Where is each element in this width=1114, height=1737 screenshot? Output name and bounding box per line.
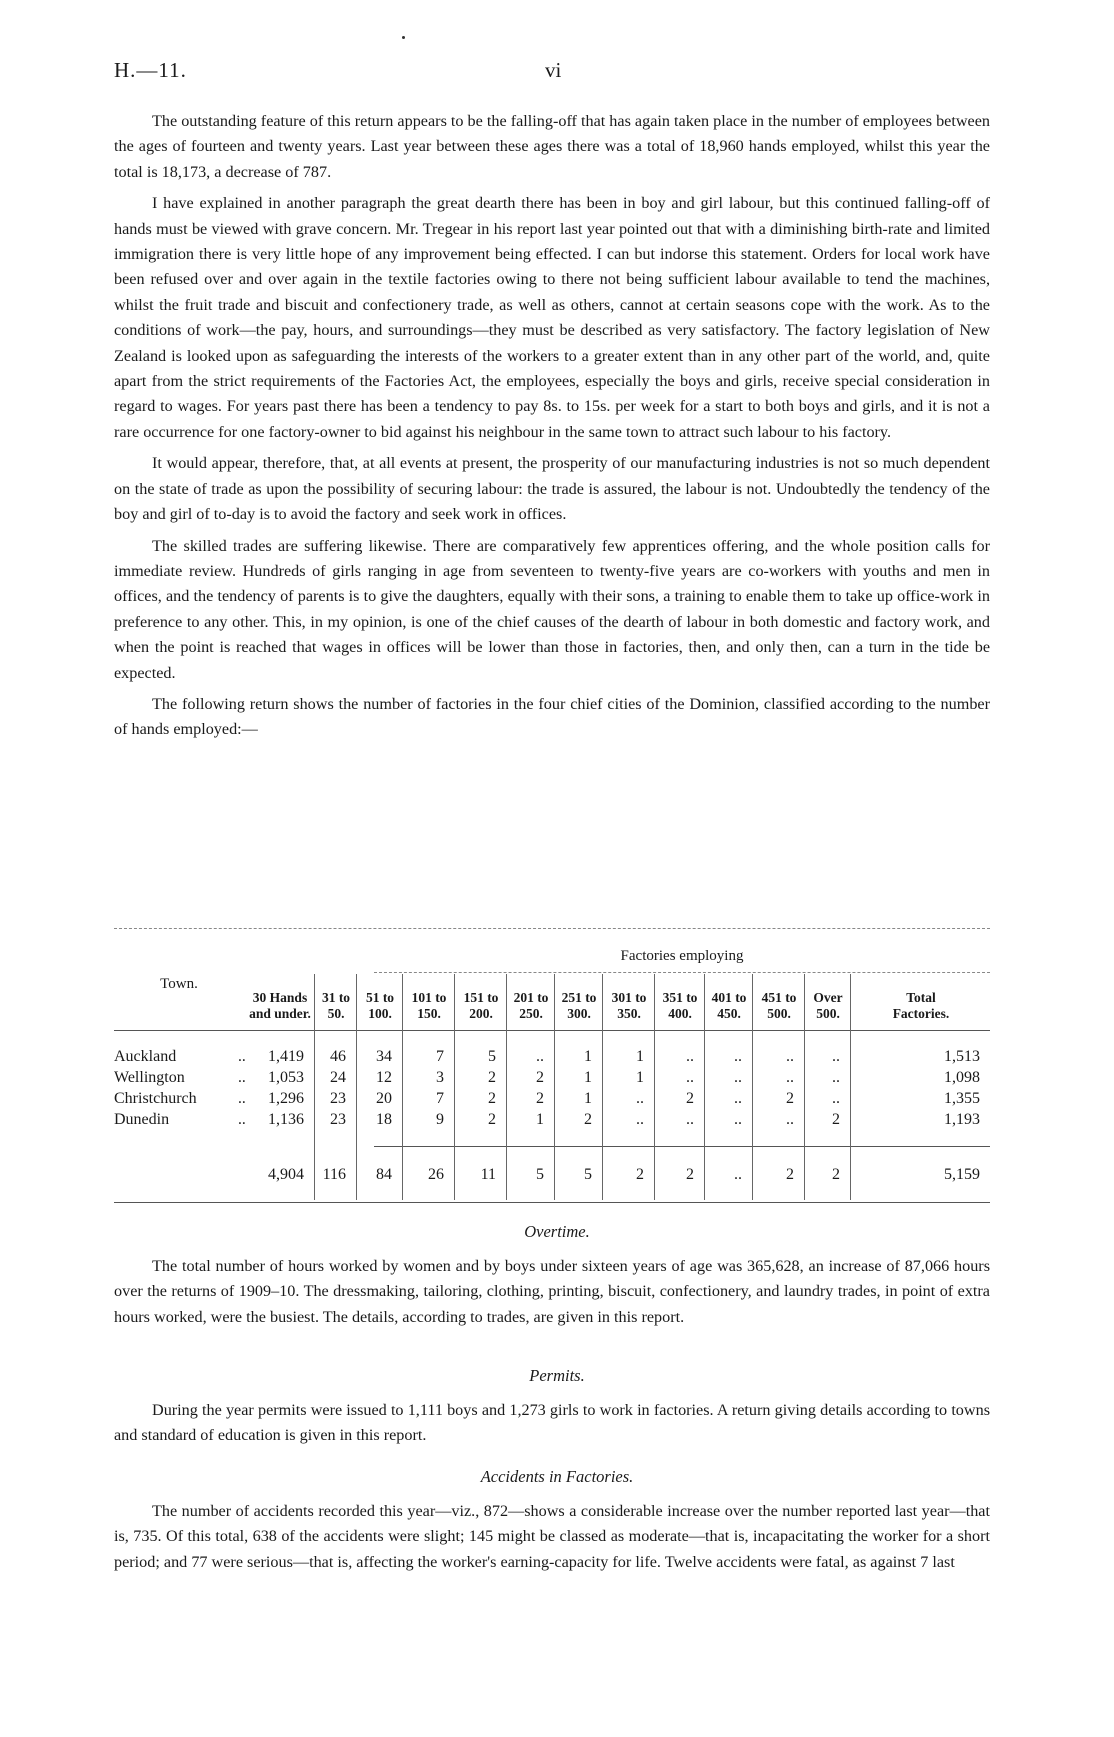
column-header: 51 to	[365, 990, 395, 1005]
paragraph: The following return shows the number of factories in the four chief cities of the Dominion, classified according to the number of hands employed:—	[114, 694, 990, 739]
column-header: 400.	[668, 1006, 692, 1021]
table-cell: 2	[686, 1090, 694, 1107]
table-cell: 1	[636, 1069, 644, 1086]
column-header: 50.	[327, 1006, 345, 1021]
table-cell: 2	[488, 1069, 496, 1086]
column-header: 150.	[417, 1006, 441, 1021]
leader-dots: ..	[238, 1069, 246, 1086]
table-cell: ..	[786, 1048, 794, 1065]
column-header: 451 to	[761, 990, 797, 1005]
table-cell: 3	[436, 1069, 444, 1086]
table-cell: 1	[536, 1111, 544, 1128]
column-header: 101 to	[411, 990, 447, 1005]
table-cell: ..	[786, 1069, 794, 1086]
table-cell: 24	[330, 1069, 346, 1086]
table-cell: 18	[376, 1111, 392, 1128]
column-header: 200.	[469, 1006, 493, 1021]
town-name: Auckland	[114, 1048, 177, 1065]
accidents-heading: Accidents in Factories.	[480, 1467, 634, 1486]
table-cell: ..	[832, 1069, 840, 1086]
paragraph: The number of accidents recorded this year—viz., 872—shows a considerable increase over the number reported last year—that is, 735. Of this total, 638 of the accidents were slight; 145 might be classed as moderate—that is, incapacitating the worker for a short period; and 77 were serious—that is, affecting the worker's earning-capacity for life. Twelve accidents were fatal, as against 7 last	[114, 1502, 990, 1571]
table-cell: 2	[536, 1069, 544, 1086]
table-cell: 2	[488, 1090, 496, 1107]
table-cell: ..	[832, 1090, 840, 1107]
table-cell: 1,053	[268, 1069, 304, 1086]
table-cell: 1,193	[944, 1111, 980, 1128]
group-header: Factories employing	[620, 948, 744, 964]
table-cell: ..	[536, 1048, 544, 1065]
column-header: 201 to	[513, 990, 549, 1005]
column-header: 300.	[567, 1006, 591, 1021]
table-cell: ..	[686, 1111, 694, 1128]
column-header: Factories.	[892, 1006, 950, 1021]
page-number: vi	[545, 58, 562, 82]
column-header: 151 to	[463, 990, 499, 1005]
table-cell: 1,513	[944, 1048, 980, 1065]
table-rule	[114, 1202, 990, 1203]
town-header: Town.	[160, 976, 198, 992]
overtime-text	[114, 1254, 990, 1336]
paragraph: It would appear, therefore, that, at all events at present, the prosperity of our manufacturing industries is not so much dependent on the state of trade as upon the possibility of securing labour: the trade is assured, the labour is not. Undoubtedly the tendency of the boy and girl of to-day is to avoid the factory and seek work in offices.	[114, 454, 990, 524]
total-cell: 11	[480, 1166, 496, 1183]
table-cell: 1,296	[268, 1090, 304, 1107]
total-cell: 5	[584, 1166, 592, 1183]
table-cell: ..	[686, 1048, 694, 1065]
table-cell: 1,136	[268, 1111, 304, 1128]
table-cell: 2	[832, 1111, 840, 1128]
total-cell: 4,904	[268, 1166, 304, 1183]
column-header: 301 to	[611, 990, 647, 1005]
body-text-top	[114, 109, 990, 749]
table-cell: ..	[734, 1090, 742, 1107]
table-cell: 2	[488, 1111, 496, 1128]
overtime-heading: Overtime.	[524, 1222, 590, 1241]
table-rule	[114, 1030, 990, 1031]
table-cell: 1	[584, 1048, 592, 1065]
paragraph: The total number of hours worked by women and by boys under sixteen years of age was 365,628, an increase of 87,066 hours over the returns of 1909–10. The dressmaking, tailoring, clothing, printing, biscuit, confectionery, and laundry trades, in point of extra hours worked, were the busiest. The details, according to trades, are given in this report.	[114, 1257, 990, 1326]
column-header: 401 to	[711, 990, 747, 1005]
table-cell: 1,355	[944, 1090, 980, 1107]
permits-text	[114, 1398, 990, 1455]
table-cell: 34	[376, 1048, 392, 1065]
table-cell: ..	[832, 1048, 840, 1065]
table-cell: 23	[330, 1090, 346, 1107]
table-cell: 5	[488, 1048, 496, 1065]
total-cell: 2	[786, 1166, 794, 1183]
total-cell: 2	[686, 1166, 694, 1183]
table-cell: 2	[536, 1090, 544, 1107]
table-cell: ..	[734, 1069, 742, 1086]
total-cell: 5,159	[944, 1166, 980, 1183]
table-cell: 1	[584, 1090, 592, 1107]
table-cell: ..	[734, 1111, 742, 1128]
total-cell: 5	[536, 1166, 544, 1183]
table-cell: 20	[376, 1090, 392, 1107]
total-cell: ..	[734, 1166, 742, 1183]
paragraph: The skilled trades are suffering likewise. There are comparatively few apprentices offering, and the whole position calls for immediate review. Hundreds of girls ranging in age from seventeen to twenty-five years are co-workers with youths and men in offices, and the tendency of parents is to give the daughters, equally with their sons, a training to enable them to take up office-work in preference to any other. This, in my opinion, is one of the chief causes of the dearth of labour in both domestic and factory work, and when the point is reached that wages in offices will be lower than those in factories, then, and only then, can a turn in the tide be expected.	[114, 536, 990, 682]
town-name: Christchurch	[114, 1090, 197, 1107]
column-header: 350.	[617, 1006, 641, 1021]
column-header: 351 to	[662, 990, 698, 1005]
table-cell: 1,098	[944, 1069, 980, 1086]
table-cell: 1	[584, 1069, 592, 1086]
leader-dots: ..	[238, 1111, 246, 1128]
column-header: 500.	[816, 1006, 840, 1021]
table-cell: 2	[584, 1111, 592, 1128]
table-cell: 7	[436, 1090, 444, 1107]
table-cell: 9	[436, 1111, 444, 1128]
column-header: Over	[813, 990, 843, 1005]
table-cell: ..	[636, 1090, 644, 1107]
factories-table	[114, 928, 990, 1204]
column-header: 450.	[717, 1006, 741, 1021]
leader-dots: ..	[238, 1048, 246, 1065]
paragraph: I have explained in another paragraph the great dearth there has been in boy and girl labour, but this continued falling-off of hands must be viewed with grave concern. Mr. Tregear in his report last year pointed out that with a diminishing birth-rate and limited immigration there is very little hope of any improvement being effected. I can but indorse this statement. Orders for local work have been refused over and over again in the textile factories owing to there not being sufficient labour available to tend the machines, whilst the fruit trade and biscuit and confectionery trade, as well as others, cannot at certain seasons cope with the work. As to the conditions of work—the pay, hours, and surroundings—they must be described as very satisfactory. The factory legislation of New Zealand is looked upon as safeguarding the interests of the workers to a greater extent than in any other part of the world, and, quite apart from the strict requirements of the Factories Act, the employees, especially the boys and girls, receive special consideration in regard to wages. For years past there has been a tendency to pay 8s. to 15s. per week for a start to both boys and girls, and it is not a rare occurrence for one factory-owner to bid against his neighbour in the same town to attract such labour to his factory.	[114, 194, 990, 441]
leader-dots: ..	[238, 1090, 246, 1107]
column-header: 31 to	[321, 990, 351, 1005]
table-cell: ..	[636, 1111, 644, 1128]
accidents-text	[114, 1499, 990, 1581]
table-cell: 7	[436, 1048, 444, 1065]
table-rule	[114, 928, 990, 929]
permits-heading: Permits.	[529, 1366, 585, 1385]
total-cell: 116	[322, 1166, 346, 1183]
total-cell: 84	[376, 1166, 392, 1183]
table-cell: 1	[636, 1048, 644, 1065]
paragraph: The outstanding feature of this return appears to be the falling-off that has again taken place in the number of employees between the ages of fourteen and twenty years. Last year between these ages there was a total of 18,960 hands employed, whilst this year the total is 18,173, a decrease of 787.	[114, 112, 991, 181]
column-header: Total	[906, 990, 936, 1005]
table-rule	[374, 972, 990, 973]
table-cell: 1,419	[268, 1048, 304, 1065]
total-cell: 26	[428, 1166, 444, 1183]
table-cell: 46	[330, 1048, 346, 1065]
table-cell: ..	[786, 1111, 794, 1128]
table-cell: 2	[786, 1090, 794, 1107]
town-name: Dunedin	[114, 1111, 170, 1128]
table-cell: ..	[686, 1069, 694, 1086]
report-code: H.—11.	[114, 58, 187, 82]
print-speck	[402, 36, 405, 39]
table-rule	[374, 1146, 990, 1147]
paragraph: During the year permits were issued to 1,111 boys and 1,273 girls to work in factories. A return giving details according to towns and standard of education is given in this report.	[114, 1401, 990, 1445]
table-cell: 23	[330, 1111, 346, 1128]
column-header: and under.	[249, 1006, 311, 1021]
table-cell: 12	[376, 1069, 392, 1086]
column-header: 251 to	[561, 990, 597, 1005]
total-cell: 2	[832, 1166, 840, 1183]
column-header: 500.	[767, 1006, 791, 1021]
column-header: 250.	[519, 1006, 543, 1021]
town-name: Wellington	[114, 1069, 185, 1086]
column-header: 30 Hands	[252, 990, 308, 1005]
column-header: 100.	[368, 1006, 392, 1021]
table-cell: ..	[734, 1048, 742, 1065]
total-cell: 2	[636, 1166, 644, 1183]
